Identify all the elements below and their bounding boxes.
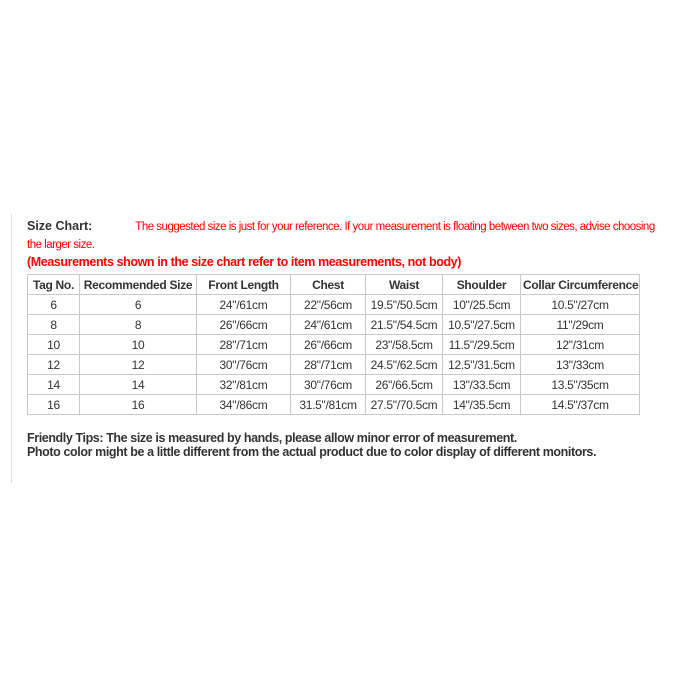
size-table-header-row [28,275,640,295]
table-row [28,355,640,375]
table-cell: 14 [28,375,80,395]
table-cell: 11.5"/29.5cm [443,335,521,355]
table-cell: 23"/58.5cm [366,335,443,355]
column-header: Recommended Size [80,275,197,295]
table-row [28,295,640,315]
table-cell: 13"/33.5cm [443,375,521,395]
friendly-tips [27,432,693,459]
table-cell: 8 [80,315,197,335]
column-header: Shoulder [443,275,521,295]
table-cell: 12.5"/31.5cm [443,355,521,375]
table-cell: 10 [80,335,197,355]
size-chart-content [27,217,693,459]
table-cell: 13"/33cm [521,355,640,375]
tips-line1: Friendly Tips: The size is measured by hands, please allow minor error of measurement. [27,431,517,445]
content-left-border [11,214,12,483]
table-cell: 6 [28,295,80,315]
table-cell: 27.5"/70.5cm [366,395,443,415]
table-cell: 21.5"/54.5cm [366,315,443,335]
table-cell: 14.5"/37cm [521,395,640,415]
table-cell: 30"/76cm [197,355,291,375]
table-cell: 10 [28,335,80,355]
table-cell: 16 [28,395,80,415]
table-row [28,395,640,415]
table-cell: 12 [28,355,80,375]
table-row [28,315,640,335]
column-header: Collar Circumference [521,275,640,295]
table-cell: 16 [80,395,197,415]
table-cell: 13.5"/35cm [521,375,640,395]
table-row [28,335,640,355]
column-header: Waist [366,275,443,295]
table-cell: 14"/35.5cm [443,395,521,415]
reference-note-line2: the larger size. [27,239,95,251]
size-table [27,274,640,415]
reference-note-line1: The suggested size is just for your reference. If your measurement is floating between two sizes, advise choosing [135,221,655,233]
table-cell: 30"/76cm [291,375,366,395]
table-cell: 26"/66.5cm [366,375,443,395]
table-cell: 24"/61cm [197,295,291,315]
table-cell: 26"/66cm [197,315,291,335]
tips-line2: Photo color might be a little different from the actual product due to color display of different monitors. [27,444,597,459]
table-cell: 34"/86cm [197,395,291,415]
table-cell: 28"/71cm [197,335,291,355]
table-cell: 32"/81cm [197,375,291,395]
table-cell: 24"/61cm [291,315,366,335]
size-chart-label: Size Chart: [27,219,93,233]
size-table-body [28,295,640,415]
table-cell: 10.5"/27.5cm [443,315,521,335]
table-cell: 8 [28,315,80,335]
table-cell: 11"/29cm [521,315,640,335]
table-cell: 12 [80,355,197,375]
table-cell: 10.5"/27cm [521,295,640,315]
table-cell: 19.5"/50.5cm [366,295,443,315]
table-cell: 10"/25.5cm [443,295,521,315]
table-cell: 6 [80,295,197,315]
table-cell: 26"/66cm [291,335,366,355]
table-cell: 14 [80,375,197,395]
column-header: Tag No. [28,275,80,295]
table-cell: 12"/31cm [521,335,640,355]
column-header: Front Length [197,275,291,295]
table-cell: 22"/56cm [291,295,366,315]
column-header: Chest [291,275,366,295]
table-cell: 24.5"/62.5cm [366,355,443,375]
intro-paragraph [27,217,693,254]
table-row [28,375,640,395]
table-cell: 28"/71cm [291,355,366,375]
table-cell: 31.5"/81cm [291,395,366,415]
measurement-disclaimer: (Measurements shown in the size chart refer to item measurements, not body) [27,255,461,269]
